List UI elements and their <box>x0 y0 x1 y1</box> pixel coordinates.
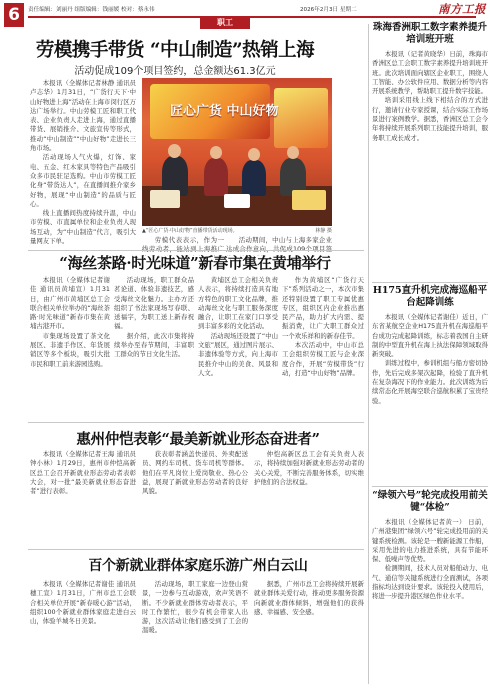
editor-credits: 责任编辑：刘丽丹 组版编辑：钱丽媛 校对：蔡永伟 <box>28 7 155 13</box>
paragraph: 劳模代表表示，作为一 <box>154 236 224 244</box>
person-head <box>248 148 260 161</box>
main-headline: 劳模携手带货 “中山制造”热销上海 <box>35 40 315 61</box>
paragraph: 本报讯（全媒体记者谢佳 通讯员黄埔宣）1月31日，由广州市黄埔区总工会联合相关单位举办的“海丝茶路·时光味道”新春市集在黄埔古港开市。 <box>30 276 110 331</box>
product-box <box>150 190 180 208</box>
section-divider <box>28 549 364 550</box>
photo-caption <box>142 227 332 234</box>
paragraph: 本报讯（记者黄晓华）日前，珠海市香洲区总工会职工数字素养提升培训班开班。此次培训面向辖区企业职工，围绕人工智能、办公软件应用、数据分析等内容开展系统教学，帮助职工提升数字技能。 <box>372 50 488 96</box>
photo-credit: 林静 摄 <box>315 228 332 234</box>
story-b-col4 <box>282 276 364 416</box>
person-figure <box>204 158 228 196</box>
paragraph: 本报讯（全媒体记者黄一） 日前，广州港集团“绿领六号”轮完成投用前的关键系统检测。该轮是一艘新能源工作船，采用先进的电力推进系统，具有节能环保、低噪声等优势。 <box>372 518 488 564</box>
story-d-headline: 百个新就业群体家庭乐游广州白云山 <box>88 558 308 574</box>
paragraph: 培训采用线上线下相结合的方式进行，邀请行业专家授课，结合实际工作场景进行案例教学。据悉，香洲区总工会今年将持续开展系列职工技能提升培训，服务职工成长成才。 <box>372 96 488 142</box>
paragraph: 据介绍，此次市集将持续举办至春节期间，丰富职工群众的节日文化生活。 <box>114 331 194 359</box>
event-photo <box>142 78 332 226</box>
paragraph: 本报讯（全媒体记者谢佳 通讯员穗工宣）1月31日，广州市总工会联合相关单位开展“新春暖心游”活动，组织100个新就业群体家庭走进白云山，体验羊城冬日美景。 <box>30 580 136 626</box>
rc-story2-body <box>372 313 488 473</box>
product-box <box>224 194 250 208</box>
paragraph: 据悉，广州市总工会将持续开展新就业群体关爱行动，推动更多服务资源向新就业群体倾斜，增强他们的获得感、幸福感、安全感。 <box>254 580 364 616</box>
caption-text: ▲“匠心广货·中山好物”直播带货活动现场。 <box>142 228 238 234</box>
paragraph: 训练过程中，参训机组与船方密切协作，先后完成多架次起降，检验了直升机在复杂海况下的作业能力。此次训练为后续常态化开展海空联合巡航积累了宝贵经验。 <box>372 359 488 405</box>
section-divider <box>372 486 488 487</box>
paragraph: 本报讯（全媒体记者林静 通讯员卢志华）1月31日，“广货行天下·中山好物进上海”活动在上海市闵行区万达广场举行。中山劳模工匠和职工代表、企业负责人走进上海，通过直播带货、展销推介、文旅宣传等形式，推动“中山制造”“中山好物”走进长三角市场。 <box>30 79 136 153</box>
rc-story3-title: “绿领六号”轮完成投用前关键“体检” <box>372 490 488 513</box>
story-c-col1 <box>30 450 136 546</box>
person-figure <box>242 160 266 196</box>
paragraph: 本次活动中，中山市总工会组织劳模工匠与企业深度合作，开展“劳模带货”行动，打造“中山好物”品牌。 <box>282 341 364 377</box>
person-head <box>168 144 181 158</box>
section-divider <box>372 282 488 283</box>
photo-banner-text: 匠心广货 中山好物 <box>170 104 279 119</box>
paragraph: 线上直播间热度持续升温，中山市劳模、市直属单位和企业负责人现场互动，为“中山制造”代言，吸引大量网友下单。 <box>30 209 136 246</box>
main-subheadline: 活动促成109个项目签约，总金额达61.3亿元 <box>74 66 276 77</box>
paragraph: 市集现场设置了茶文化展区、非遗手作区、年货展销区等多个板块，吸引大批市民和职工前来游园选购。 <box>30 331 110 368</box>
issue-date: 2026年2月3日 星期二 <box>300 7 357 13</box>
rc-story1-body <box>372 50 488 272</box>
paragraph: 本报讯（全媒体记者王海 通讯员钟小林）1月29日，惠州市仲恺高新区总工会召开新就业形态劳动者表彰大会，对一批“最美新就业形态奋进者”进行表彰。 <box>30 450 136 496</box>
paragraph: 活动期间，中山与上海多家企业 <box>238 236 332 244</box>
person-head <box>210 146 222 159</box>
rc-story3-body <box>372 518 488 686</box>
paragraph: 活动现场，职工家庭一边登山赏景，一边参与互动游戏，欢声笑语不断。不少新就业群体劳动者表示，平时工作繁忙，很少有机会带家人出游，这次活动让他们感受到了工会的温暖。 <box>142 580 248 635</box>
paragraph: 活动现场人气火爆，灯饰、家电、五金、红木家具等特色产品吸引众多市民驻足选购。中山市劳模工匠化身“带货达人”，在直播间推介家乡好物，展现“中山制造”的品质与匠心。 <box>30 153 136 208</box>
main-story-col1 <box>30 79 136 249</box>
story-c-col3 <box>254 450 364 546</box>
story-d-col2 <box>142 580 248 684</box>
paragraph: 获表彰者涵盖快递员、外卖配送员、网约车司机、货车司机等群体。他们在平凡岗位上爱岗敬业、热心公益，展现了新就业形态劳动者的良好风貌。 <box>142 450 248 496</box>
product-box <box>292 190 326 210</box>
story-b-col3 <box>198 276 278 416</box>
story-b-headline: “海丝茶路·时光味道”新春市集在黄埔举行 <box>59 254 331 272</box>
header-rule <box>28 16 476 18</box>
column-divider <box>368 24 369 684</box>
person-head <box>287 146 299 159</box>
story-d-col3 <box>254 580 364 684</box>
story-d-col1 <box>30 580 136 684</box>
section-label: 职工 <box>200 17 250 29</box>
side-screen <box>274 88 328 148</box>
page-number: 6 <box>4 3 24 27</box>
story-c-col2 <box>142 450 248 546</box>
story-c-headline: 惠州仲恺表彰“最美新就业形态奋进者” <box>76 431 320 448</box>
rc-story2-title: H175直升机完成海巡船平台起降训练 <box>372 285 488 308</box>
paragraph: 仲恺高新区总工会有关负责人表示，将持续加强对新就业形态劳动者的关心关爱，不断完善服务体系，切实维护他们的合法权益。 <box>254 450 364 486</box>
paragraph: 活动现场还设置了“中山文旅”展区，通过图片展示、非遗体验等方式，向上海市民推介中山的美食、风景和人文。 <box>198 331 278 377</box>
section-divider <box>28 422 364 423</box>
paragraph: 黄埔区总工会相关负责人表示，将持续打造具有地方特色的职工文化品牌，推动海丝文化与职工服务深度融合，让职工在家门口享受到丰富多彩的文化活动。 <box>198 276 278 331</box>
newspaper-masthead: 南方工报 <box>438 2 486 16</box>
paragraph: 检测期间，技术人员对船舶动力、电气、通信等关键系统进行全面测试，各项指标均达到设计要求。该轮投入使用后，将进一步提升港区绿色作业水平。 <box>372 564 488 601</box>
section-divider <box>28 250 364 251</box>
story-b-col1 <box>30 276 110 416</box>
story-b-col2 <box>114 276 194 416</box>
rc-story1-title: 珠海香洲职工数字素养提升培训班开班 <box>372 22 487 45</box>
paragraph: 活动现场，职工群众品茗论道、体验非遗技艺，感受海丝文化魅力。主办方还组织了书法家现场写春联、送福字，为职工送上新春祝福。 <box>114 276 194 331</box>
paragraph: 作为黄埔区“广货行天下”系列活动之一，本次市集还特别设置了职工专属优惠专区，组织区内企业推出惠民产品，助力扩大内需、提振消费，让广大职工群众过一个欢乐祥和的新春佳节。 <box>282 276 364 340</box>
paragraph: 本报讯（全媒体记者谢佳）近日，广东省某航空企业H175直升机在海巡船平台成功完成起降训练，标志着我国自主研制的中型直升机在海上执法保障领域取得新突破。 <box>372 313 488 359</box>
